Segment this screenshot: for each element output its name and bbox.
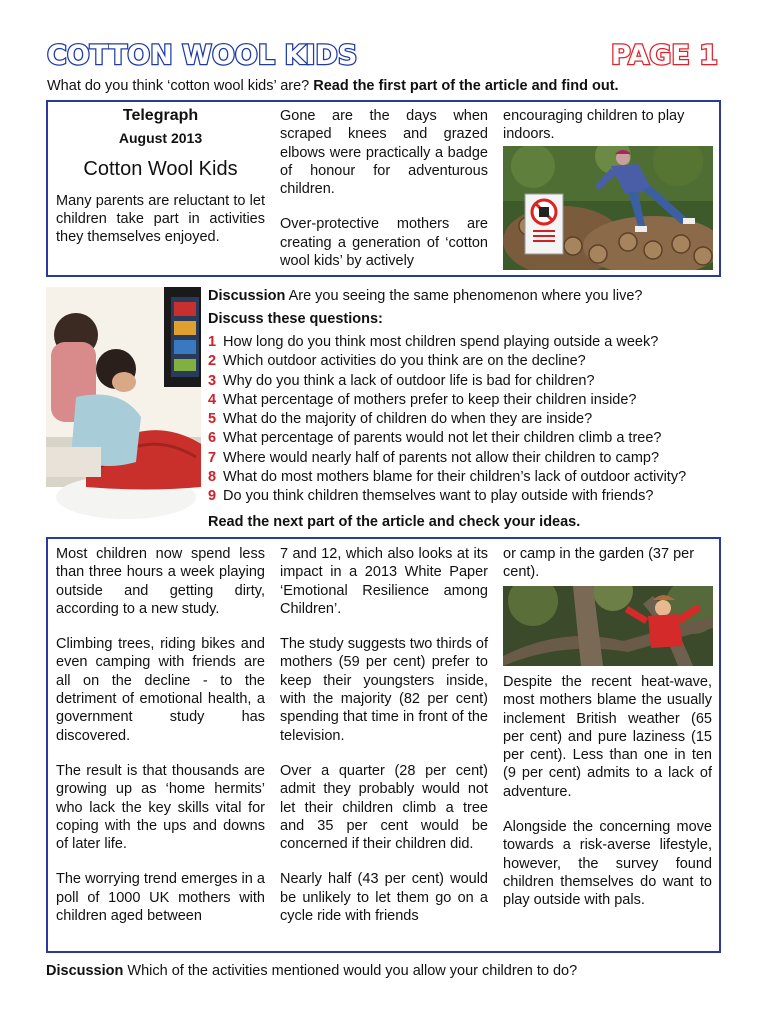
article2-paragraph: Despite the recent heat-wave, most mothers blame the usually inclement British weather (65 per cent) and pure laziness (15 per cent). Less than one in ten (9 per cent) admits to a lack of adventure.	[503, 674, 712, 800]
question-number: 2	[208, 353, 217, 370]
article1-paragraph: encouraging children to play indoors.	[503, 108, 685, 143]
intro-question: What do you think ‘cotton wool kids’ are?	[47, 78, 310, 94]
question-text: Why do you think a lack of outdoor life is bad for children?	[223, 372, 595, 389]
question-item	[208, 449, 686, 468]
article2-paragraph: Over a quarter (28 per cent) admit they probably would not let their children climb a tree and 35 per cent would be concerned if their children did.	[280, 762, 488, 853]
article-headline: Cotton Wool Kids	[83, 157, 238, 180]
article2-paragraph: 7 and 12, which also looks at its impact in a 2013 White Paper ‘Emotional Resilience among Children’.	[280, 546, 488, 617]
discussion-prompt	[208, 288, 642, 304]
article2-paragraph: The worrying trend emerges in a poll of 1000 UK mothers with children aged between	[56, 871, 265, 925]
article1-col3	[503, 107, 712, 144]
footer-discussion	[46, 963, 577, 979]
article2-paragraph: Alongside the concerning move towards a risk-averse lifestyle, however, the survey found children themselves do want to play outside with pals.	[503, 819, 712, 909]
question-item	[208, 333, 686, 352]
question-item	[208, 372, 686, 391]
question-text: What percentage of mothers prefer to keep their children inside?	[223, 391, 637, 408]
question-list	[208, 333, 686, 507]
question-text: Do you think children themselves want to play outside with friends?	[223, 488, 654, 505]
article2-col2	[280, 545, 488, 925]
question-text: What do the majority of children do when they are inside?	[223, 411, 593, 428]
article2-paragraph: Most children now spend less than three hours a week playing outside and getting dirty, according to a new study.	[56, 546, 265, 617]
question-text: What do most mothers blame for their children’s lack of outdoor activity?	[223, 469, 687, 486]
question-number: 8	[208, 469, 217, 486]
article1-intro-text: Many parents are reluctant to let children take part in activities they themselves enjoyed.	[56, 192, 265, 246]
article2-paragraph: Climbing trees, riding bikes and even camping with friends are all on the decline - to the detriment of emotional health, a government study has discovered.	[56, 636, 265, 744]
question-item	[208, 410, 686, 429]
question-number: 1	[208, 334, 217, 350]
article1-col2	[280, 107, 488, 270]
photo-child-climbing-logs	[503, 146, 713, 270]
discussion-text: Are you seeing the same phenomenon where you live?	[288, 288, 643, 304]
photo-child-climbing-tree	[503, 586, 713, 666]
article2-paragraph: Nearly half (43 per cent) would be unlikely to let them go on a cycle ride with friends	[280, 871, 488, 925]
question-item	[208, 352, 686, 371]
article1-col1	[56, 107, 265, 247]
article2-paragraph: The study suggests two thirds of mothers (59 per cent) prefer to keep their youngsters inside, with the majority (82 per cent) spending that time in front of the television.	[280, 636, 488, 744]
question-item	[208, 468, 686, 487]
question-item	[208, 391, 686, 410]
page-title: COTTON WOOL KIDS	[47, 40, 358, 71]
footer-discussion-label: Discussion	[46, 963, 124, 979]
article2-col1	[56, 545, 265, 925]
question-text: Which outdoor activities do you think are on the decline?	[223, 353, 586, 370]
question-text: What percentage of parents would not let their children climb a tree?	[223, 430, 662, 447]
article1-paragraph: Gone are the days when scraped knees and grazed elbows were practically a badge of honour for adventurous children.	[280, 108, 488, 198]
question-number: 5	[208, 411, 217, 428]
discussion-label: Discussion	[208, 288, 286, 304]
source-name: Telegraph	[122, 107, 199, 124]
footer-discussion-text: Which of the activities mentioned would you allow your children to do?	[127, 963, 578, 979]
page-number: PAGE 1	[611, 40, 718, 71]
question-item	[208, 487, 686, 506]
question-number: 6	[208, 430, 217, 447]
photo-children-watching-tv	[46, 287, 201, 528]
article2-paragraph: The result is that thousands are growing up as ‘home hermits’ who lack the key skills vital for coping with the ups and downs of later life.	[56, 762, 265, 853]
article2-col3	[503, 673, 712, 910]
article2-paragraph: or camp in the garden (37 per cent).	[503, 546, 695, 581]
article1-paragraph: Over-protective mothers are creating a generation of ‘cotton wool kids’ by actively	[280, 216, 488, 270]
question-number: 9	[208, 488, 217, 505]
question-number: 4	[208, 391, 217, 408]
question-text: Where would nearly half of parents not allow their children to camp?	[223, 449, 660, 466]
intro-instruction: Read the first part of the article and find out.	[313, 78, 619, 94]
question-number: 3	[208, 372, 217, 389]
intro-line	[47, 78, 619, 94]
question-number: 7	[208, 449, 217, 466]
source-date: August 2013	[118, 130, 203, 147]
question-item	[208, 429, 686, 448]
next-part-instruction: Read the next part of the article and check your ideas.	[208, 514, 581, 530]
question-text: How long do you think most children spend playing outside a week?	[223, 334, 659, 350]
questions-heading: Discuss these questions:	[208, 311, 383, 327]
article2-col3-top	[503, 545, 712, 582]
